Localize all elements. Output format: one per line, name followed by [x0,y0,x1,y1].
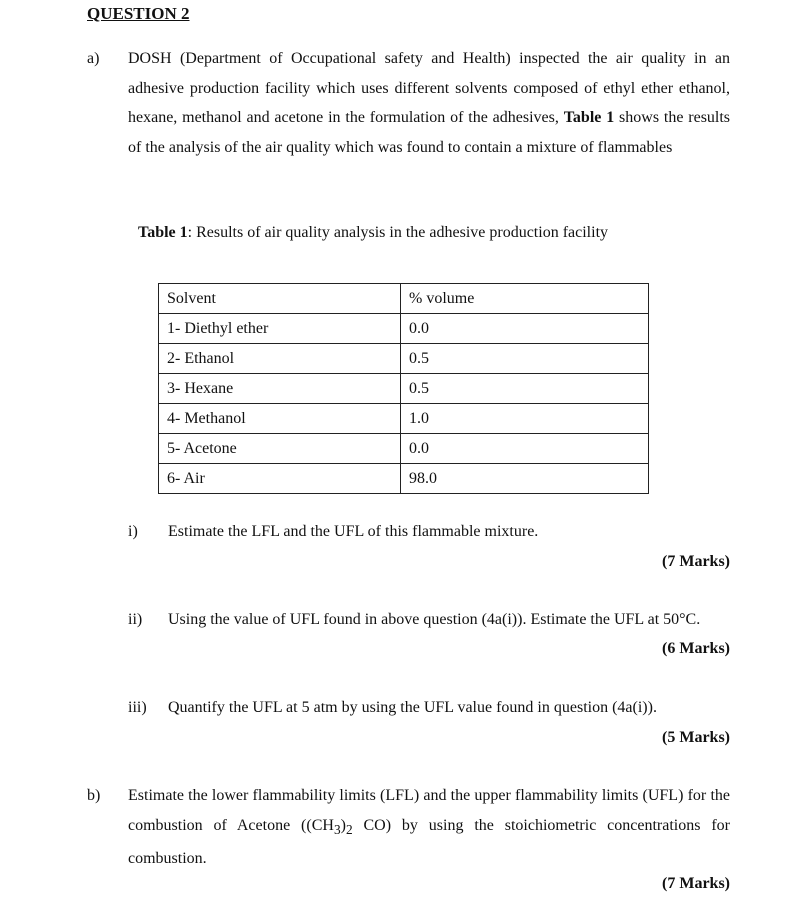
volume-cell: 0.0 [401,434,649,464]
part-a-text-1: DOSH (Department of Occupational safety and Health) inspected the air quality in an adhesive production facility which uses different solvents composed of ethyl ether ethanol, hexane, methanol and acetone in the formulation of the adhesives, [128,50,730,126]
caption-text: : Results of air quality analysis in the adhesive production facility [187,224,609,241]
question-heading: QUESTION 2 [87,4,190,23]
volume-cell: 1.0 [401,404,649,434]
part-b-marks: (7 Marks) [662,875,730,892]
table-caption [138,224,608,242]
solvent-cell: 2- Ethanol [159,344,401,374]
table-row [159,344,649,374]
part-b-label: b) [87,787,101,804]
part-a-paragraph [128,44,730,162]
subq-iii-marks: (5 Marks) [662,729,730,746]
volume-cell: 0.5 [401,374,649,404]
solvent-cell: 1- Diethyl ether [159,314,401,344]
solvent-cell: 6- Air [159,464,401,494]
subq-i-marks: (7 Marks) [662,553,730,570]
solvent-table [158,283,649,494]
header-solvent: Solvent [159,284,401,314]
part-b-subscript-2: 2 [345,821,353,837]
subq-ii-number: ii) [128,611,143,628]
subq-ii-marks: (6 Marks) [662,640,730,657]
volume-cell: 0.5 [401,344,649,374]
table-row [159,404,649,434]
part-a-label: a) [87,50,100,67]
part-a-text-2: shows the results of the analysis of the air quality which was found to contain a mixture of flammables [128,109,731,156]
part-b-text-3: CO) by using the stoichiometric concentrations for combustion. [128,816,731,868]
subq-iii-number: iii) [128,699,147,716]
part-b-subscript-3: 3 [333,821,341,837]
subq-i-text: Estimate the LFL and the UFL of this flammable mixture. [168,523,539,540]
table-reference: Table 1 [563,109,615,126]
table-row [159,434,649,464]
subq-i-number: i) [128,523,138,540]
part-b-text-1: Estimate the lower flammability limits (LFL) and the upper flammability limits (UFL) for the combustion of Acetone ((CH [128,787,730,834]
caption-label: Table 1 [138,224,188,241]
solvent-cell: 3- Hexane [159,374,401,404]
volume-cell: 0.0 [401,314,649,344]
table-row [159,464,649,494]
solvent-cell: 5- Acetone [159,434,401,464]
subq-iii-text: Quantify the UFL at 5 atm by using the UFL value found in question (4a(i)). [168,699,657,716]
solvent-cell: 4- Methanol [159,404,401,434]
part-b-text-2: ) [340,816,346,834]
table-header-row [159,284,649,314]
table-row [159,374,649,404]
subq-ii-text: Using the value of UFL found in above question (4a(i)). Estimate the UFL at 50°C. [168,611,701,628]
table-row [159,314,649,344]
volume-cell: 98.0 [401,464,649,494]
part-b-paragraph [128,781,730,874]
header-volume: % volume [401,284,649,314]
